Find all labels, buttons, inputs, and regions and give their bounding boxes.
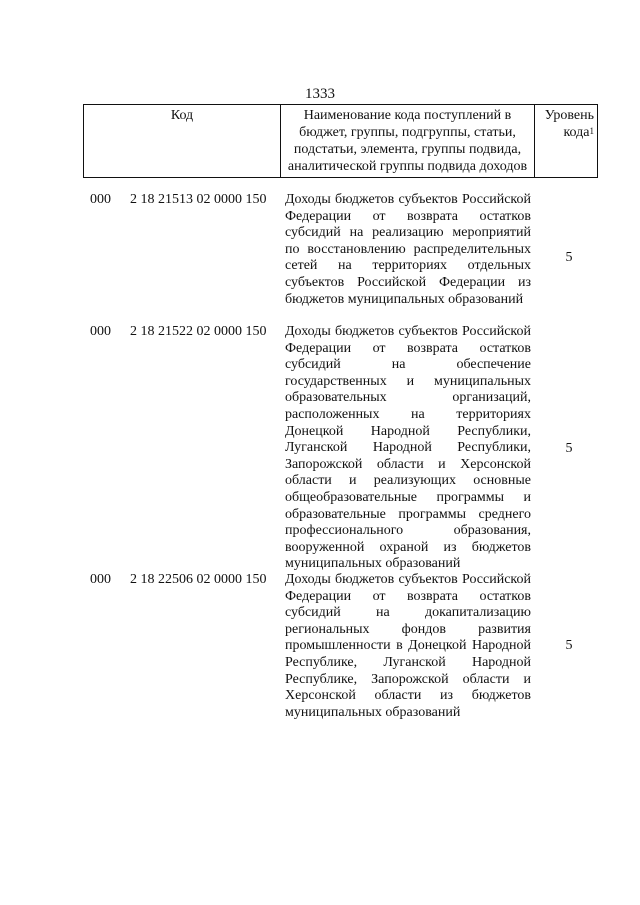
header-code: Код: [84, 105, 281, 178]
row-admin-code: 000: [90, 572, 111, 587]
row-revenue-code: 2 18 21522 02 0000 150: [130, 324, 267, 339]
header-name: Наименование кода поступлений в бюджет, группы, подгруппы, статьи, подстатьи, элемента, группы подвида, аналитической группы подвида доходов: [281, 105, 535, 178]
row-revenue-code: 2 18 22506 02 0000 150: [130, 572, 267, 587]
table-header-row: [84, 105, 598, 178]
row-description: Доходы бюджетов субъектов Российской Федерации от возврата остатков субсидий на обеспечение государственных и муниципальных образовательных организаций, расположенных на территориях Донецкой Народной Республики, Луганской Народной Республики, Запорожской области и Херсонской области и реализующих основные общеобразовательные программы и образовательные программы среднего профессионального образования, вооруженной охраной из бюджетов муниципальных образований: [285, 324, 531, 572]
header-level-label: Уровень кода: [544, 108, 594, 140]
row-revenue-code: 2 18 21513 02 0000 150: [130, 192, 267, 207]
row-level: 5: [565, 638, 573, 653]
table-header: [83, 104, 598, 178]
row-description: Доходы бюджетов субъектов Российской Федерации от возврата остатков субсидий на докапитализацию региональных фондов развития промышленности в Донецкой Народной Республике, Луганской Народной Республике, Запорожской области и Херсонской области из бюджетов муниципальных образований: [285, 572, 531, 720]
row-admin-code: 000: [90, 192, 111, 207]
header-level-footnote: 1: [589, 126, 594, 136]
row-level: 5: [565, 441, 573, 456]
page-number: 1333: [305, 86, 335, 102]
row-level: 5: [565, 250, 573, 265]
row-description: Доходы бюджетов субъектов Российской Федерации от возврата остатков субсидий на реализацию мероприятий по восстановлению распределительных сетей на территориях отдельных субъектов Российской Федерации из бюджетов муниципальных образований: [285, 192, 531, 307]
header-level: [535, 105, 598, 178]
row-admin-code: 000: [90, 324, 111, 339]
